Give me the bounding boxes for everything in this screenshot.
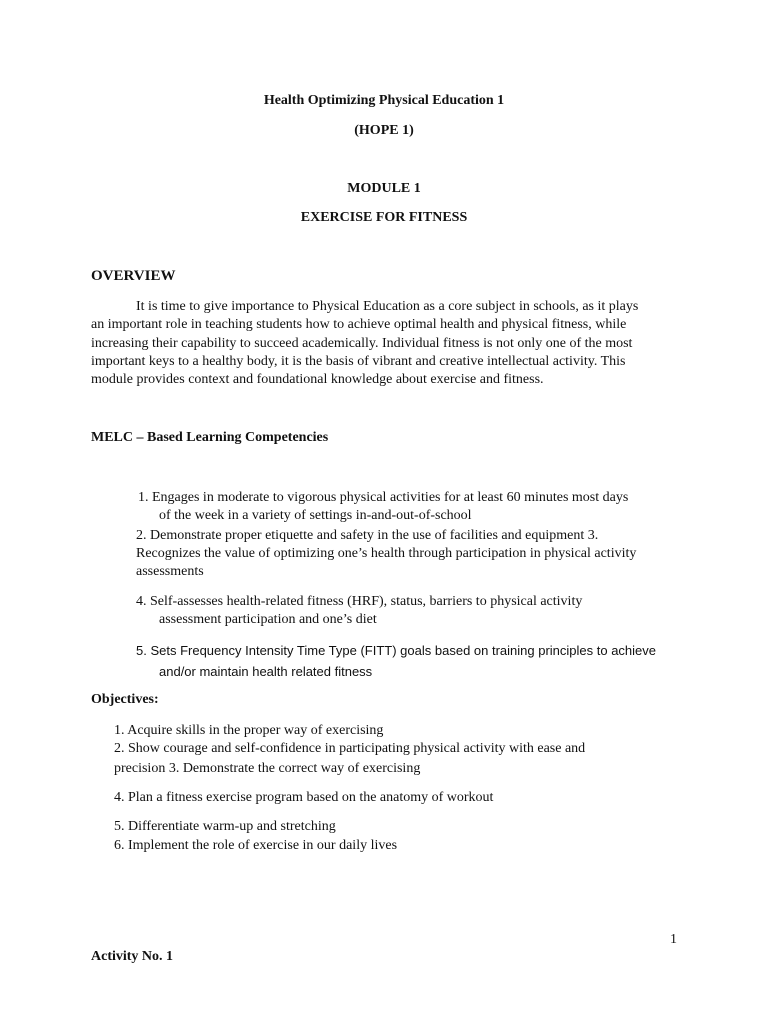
document-subtitle: (HOPE 1) (354, 123, 414, 138)
page-number: 1 (670, 932, 677, 947)
overview-line: module provides context and foundational knowledge about exercise and fitness. (91, 372, 544, 388)
objective-item: 5. Differentiate warm-up and stretching (114, 819, 336, 834)
overview-heading: OVERVIEW (91, 268, 176, 284)
objectives-heading: Objectives: (91, 692, 159, 707)
competency-item-continuation: and/or maintain health related fitness (159, 664, 373, 679)
objective-item-continuation: precision 3. Demonstrate the correct way of exercising (114, 761, 421, 776)
competency-item-continuation: Recognizes the value of optimizing one’s health through participation in physical activity (136, 546, 637, 561)
objective-item: 4. Plan a fitness exercise program based on the anatomy of workout (114, 790, 494, 805)
document-title: Health Optimizing Physical Education 1 (263, 93, 505, 108)
competency-item-continuation: assessment participation and one’s diet (159, 612, 377, 627)
overview-line: an important role in teaching students how to achieve optimal health and physical fitness, while (91, 317, 627, 333)
overview-line: important keys to a healthy body, it is the basis of vibrant and creative intellectual activity. This (91, 353, 626, 369)
activity-heading: Activity No. 1 (91, 949, 174, 964)
objective-item: 1. Acquire skills in the proper way of exercising (114, 723, 384, 738)
competency-item: 2. Demonstrate proper etiquette and safety in the use of facilities and equipment 3. (136, 528, 599, 543)
competency-item-continuation: assessments (136, 564, 204, 579)
competency-item-continuation: of the week in a variety of settings in-and-out-of-school (159, 508, 472, 523)
module-number: MODULE 1 (347, 181, 421, 196)
competency-item: 4. Self-assesses health-related fitness (HRF), status, barriers to physical activity (136, 594, 583, 609)
overview-paragraph (91, 298, 681, 389)
objective-item: 2. Show courage and self-confidence in participating physical activity with ease and (114, 741, 586, 756)
melc-heading: MELC – Based Learning Competencies (91, 430, 329, 445)
competency-item: 5. Sets Frequency Intensity Time Type (FITT) goals based on training principles to achieve (136, 643, 657, 658)
overview-line: increasing their capability to succeed academically. Individual fitness is not only one of the most (91, 335, 633, 351)
objective-item: 6. Implement the role of exercise in our daily lives (114, 838, 398, 853)
competency-item: 1. Engages in moderate to vigorous physical activities for at least 60 minutes most days (138, 490, 629, 505)
module-title: EXERCISE FOR FITNESS (300, 210, 468, 225)
overview-line: It is time to give importance to Physical Education as a core subject in schools, as it plays (136, 299, 639, 314)
